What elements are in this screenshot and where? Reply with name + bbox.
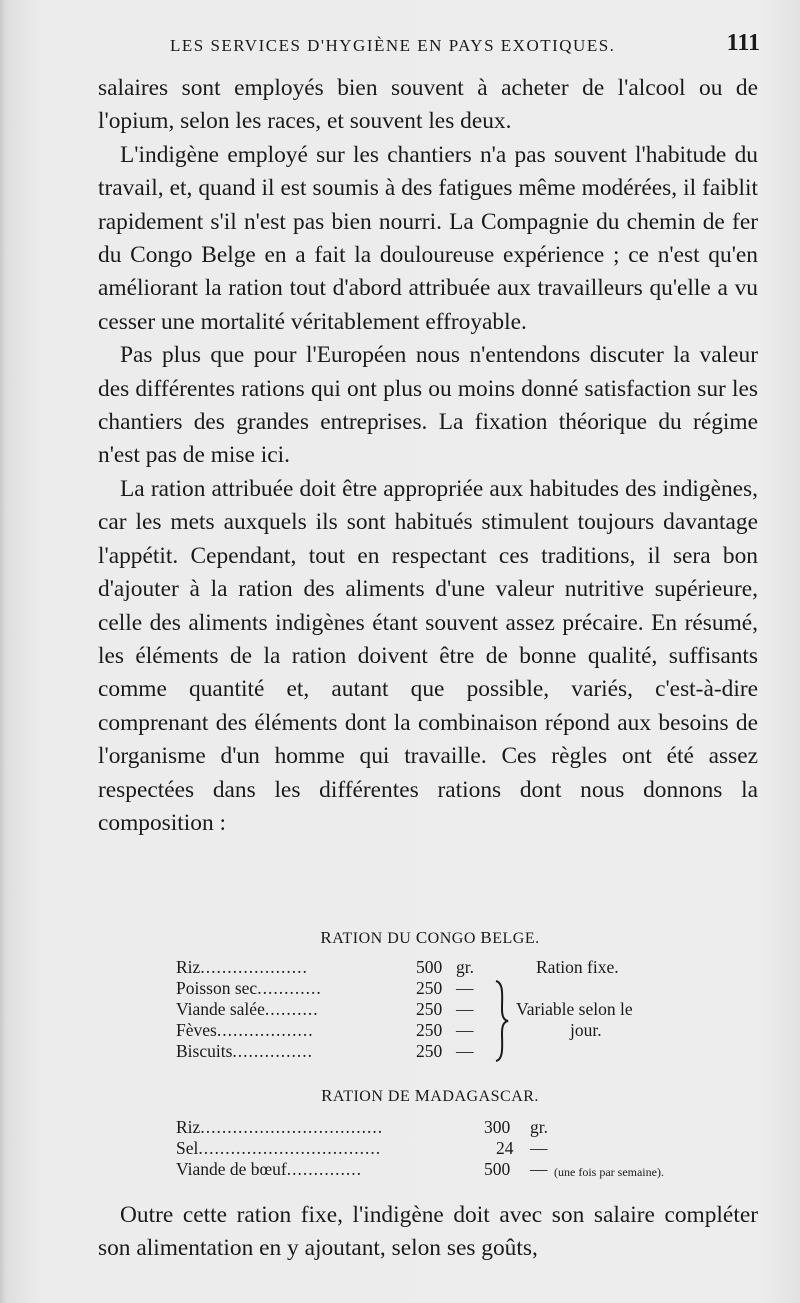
unit: — [456, 1020, 474, 1040]
quantity: 250 [416, 1020, 443, 1040]
quantity: 300 [484, 1117, 511, 1137]
congo-table-title: RATION DU CONGO BELGE. [320, 928, 540, 947]
quantity: 250 [416, 1041, 443, 1061]
page-header [170, 30, 760, 64]
leader-dots: .............. [286, 1159, 362, 1179]
quantity: 500 [416, 957, 443, 977]
table-row [176, 1138, 736, 1159]
food-item: Poisson sec [176, 978, 258, 998]
running-title: LES SERVICES D'HYGIÈNE EN PAYS EXOTIQUES. [170, 36, 616, 55]
closing-text [98, 1199, 758, 1266]
unit: — [530, 1159, 548, 1179]
food-item: Sel [176, 1138, 199, 1158]
table-row [176, 1117, 736, 1138]
weekly-note: (une fois par semaine). [554, 1165, 664, 1179]
food-item: Riz [176, 957, 201, 977]
paragraph-4: La ration attribuée doit être appropriée aux habitudes des indigènes, car les mets auxquels ils sont habitués stimulent toujours davantage l'appétit. Cependant, tout en respectant ces traditions, il sera bon d'ajouter à la ration des aliments d'une valeur nutritive supérieure, celle des aliments indigènes étant souvent assez précaire. En résumé, les éléments de la ration doivent être de bonne qualité, suffisants comme quantité et, autant que possible, variés, c'est-à-dire comprenant des éléments dont la combinaison répond aux besoins de l'organisme d'un homme qui travaille. Ces règles ont été assez respectées dans les différentes rations dont nous donnons la composition : [98, 475, 758, 836]
paragraph-3: Pas plus que pour l'Européen nous n'entendons discuter la valeur des différentes rations qui ont plus ou moins donné satisfaction sur les chantiers des grandes entreprises. La fixation théorique du régime n'est pas de mise ici. [98, 342, 758, 469]
quantity: 250 [416, 978, 443, 998]
main-text [98, 72, 758, 840]
quantity: 500 [484, 1159, 511, 1179]
unit: — [456, 1041, 474, 1061]
curly-brace [492, 979, 512, 1063]
table-row [176, 957, 696, 978]
unit: gr. [456, 957, 474, 977]
quantity: 250 [416, 999, 443, 1019]
food-item: Biscuits [176, 1041, 233, 1061]
fixed-ration-note: Ration fixe. [536, 957, 619, 977]
food-item: Fèves [176, 1020, 217, 1040]
paragraph-1: salaires sont employés bien souvent à acheter de l'alcool ou de l'opium, selon les races, et souvent les deux. [98, 75, 758, 135]
leader-dots: .................................. [198, 1138, 382, 1158]
leader-dots: ............ [257, 978, 322, 998]
table-row [176, 978, 696, 999]
madagascar-ration-table [176, 1117, 736, 1180]
leader-dots: .................................. [200, 1117, 384, 1137]
madagascar-table-title: RATION DE MADAGASCAR. [321, 1086, 539, 1105]
page-number: 111 [726, 30, 760, 56]
unit: gr. [530, 1117, 548, 1137]
leader-dots: .................. [216, 1020, 314, 1040]
variable-note-line2: jour. [570, 1020, 602, 1040]
variable-note-line1: Variable selon le [516, 999, 633, 1019]
leader-dots: ............... [232, 1041, 314, 1061]
leader-dots: .......... [264, 999, 319, 1019]
unit: — [530, 1138, 548, 1158]
unit: — [456, 999, 474, 1019]
food-item: Viande salée [176, 999, 265, 1019]
unit: — [456, 978, 474, 998]
table-row [176, 1020, 696, 1041]
leader-dots: .................... [200, 957, 308, 977]
table-row [176, 1041, 696, 1062]
quantity: 24 [496, 1138, 514, 1158]
paragraph-2: L'indigène employé sur les chantiers n'a pas souvent l'habitude du travail, et, quand il est soumis à des fatigues même modérées, il faiblit rapidement s'il n'est pas bien nourri. La Compagnie du chemin de fer du Congo Belge en a fait la douloureuse expérience ; ce n'est qu'en améliorant la ration tout d'abord attribuée aux travailleurs qu'elle a vu cesser une mortalité véritablement effroyable. [98, 141, 758, 335]
congo-ration-table [176, 957, 696, 1062]
food-item: Riz [176, 1117, 201, 1137]
food-item: Viande de bœuf [176, 1159, 287, 1179]
table-row [176, 1159, 736, 1180]
paragraph-5: Outre cette ration fixe, l'indigène doit avec son salaire compléter son alimentation en y ajoutant, selon ses goûts, [98, 1202, 758, 1262]
